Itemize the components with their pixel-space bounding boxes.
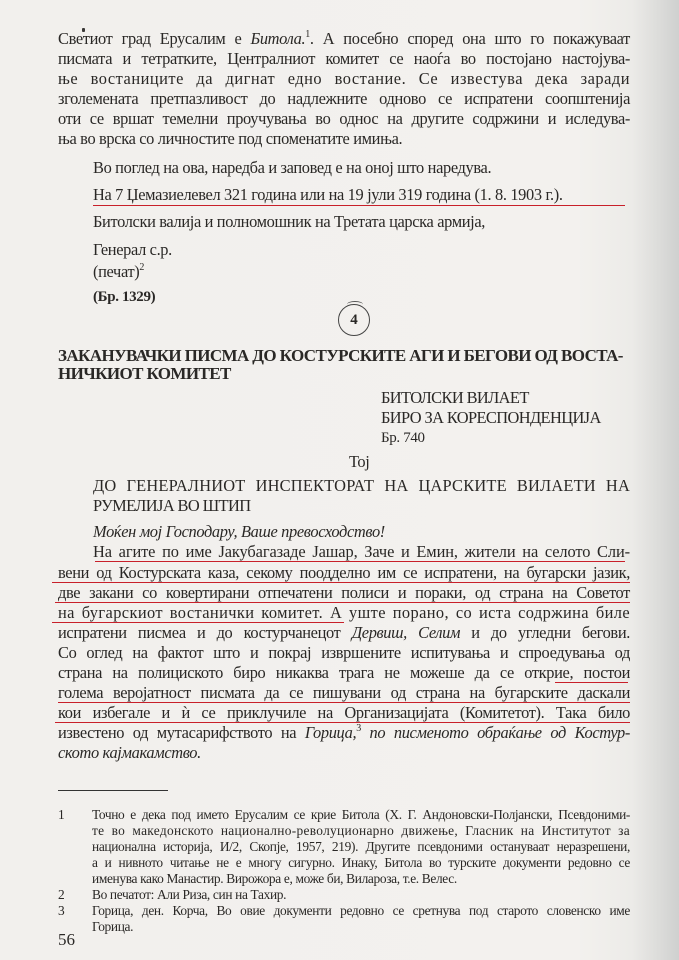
footnote-line: Горица, ден. Корча, Во овие документи редовно се сретнува под старото словенско име (92, 903, 630, 918)
text-line: кои избегале и ѝ се приклучиле на Организацијата (Комитетот). Така било (58, 703, 630, 722)
red-underline (93, 205, 625, 206)
text-line: оти се вршат темелни проучувања во однос на другите содржини и иследува- (58, 109, 630, 128)
text-line: Во поглед на ова, наредба и заповед е на оној што наредува. (93, 158, 492, 177)
text: Светиот град Ерусалим е (58, 29, 251, 48)
signature-line: Генерал с.р. (93, 240, 172, 259)
addressee-line: ДО ГЕНЕРАЛНИОТ ИНСПЕКТОРАТ НА ЦАРСКИТЕ ВИЛАЕТИ НА (93, 476, 630, 495)
text: испратени писмеа и до костурчанецот (58, 623, 352, 642)
footnote-ref[interactable]: 3 (356, 722, 361, 734)
text-line: Битолски валија и полномошник на Третата царска армија, (93, 212, 486, 231)
text-line: зголемената претпазливост до надлежните одново се испратени соопштенија (58, 89, 630, 108)
header-block-line: БИРО ЗА КОРЕСПОНДЕНЦИЈА (381, 408, 601, 427)
header-block-line: БИТОЛСКИ ВИЛАЕТ (381, 388, 529, 407)
text-line: Со оглед на фактот што и покрај извршените испитувања и спроедувања од (58, 643, 630, 662)
text-line: писмата и тетратките, Централниот комитет се наоѓа во постојано настојува- (58, 49, 630, 68)
text-line: на бугарскиот востанички комитет. А уште порано, со иста содржина биле (58, 603, 630, 622)
text-line: На агите по име Јакубагазаде Јашар, Заче и Емин, жители на селото Сли- (93, 542, 630, 561)
text-line: голема веројатност писмата да се пишувани од страна на бугарските даскали (58, 683, 630, 702)
text: и до угледни бегови. (460, 623, 630, 642)
text-line: ња во врска со личностите под споменатите имиња. (58, 129, 403, 148)
salutation: Моќен мој Господару, Ваше превосходство! (93, 522, 385, 541)
text-line: ње востаниците да дигнат едно востание. Се известува дека заради (58, 69, 630, 88)
text-line: две закани со ковертирани отпечатени полиси и пораки, од страна на Советот (58, 583, 630, 602)
document-number: 4 (350, 311, 358, 328)
document-number-badge (338, 304, 370, 336)
footnote-line: те во македонското национално-револуционарно движење, Гласник на Институтот за (92, 823, 630, 838)
page-number: 56 (58, 930, 75, 949)
italic-text: Битола. (250, 29, 306, 48)
italic-text: по писменото обраќање од Костур- (360, 723, 631, 742)
text-line: вени од Костурската каза, секому поодделно им се испратени, на бугарски јазик, (58, 563, 630, 582)
text: известено од мутасарифството на (58, 723, 305, 742)
date-line: На 7 Џемазиелевел 321 година или на 19 јули 319 година (1. 8. 1903 г.). (93, 185, 563, 204)
text: . А посебно според она што го покажуваат (309, 29, 630, 48)
document-title: ЗАКАНУВАЧКИ ПИСМА ДО КОСТУРСКИТЕ АГИ И БЕГОВИ ОД ВОСТА- (58, 346, 623, 365)
footnote-number: 3 (58, 903, 65, 918)
reference-number: (Бр. 1329) (93, 289, 156, 305)
footnote-line: национална историја, И/2, Скопје, 1957, 219). Другите псевдоними останувaат неразрешени, (92, 839, 630, 854)
footnote-line: Во печатот: Али Риза, син на Тахир. (92, 887, 287, 902)
header-block-line: Бр. 740 (381, 430, 425, 446)
footnote-divider (58, 790, 168, 791)
text-line (58, 623, 630, 643)
footnote-line: Точно е дека под името Ерусалим се крие Битола (Х. Г. Андоновски-Полјански, Псевдоними- (92, 807, 630, 822)
footnote-line: а и нивното читање не е многу сигурно. Инаку, Битола во турските документи редовно се (92, 855, 630, 870)
red-underline (95, 561, 625, 562)
toj-label: Тој (349, 452, 370, 471)
text-line: страна на полициското биро никаква трага не можеше да се открие, постои (58, 663, 630, 682)
footnote-line: Горица. (92, 919, 134, 934)
italic-text: Дервиш, Селим (351, 623, 461, 642)
footnote-number: 1 (58, 807, 65, 822)
document-title: НИЧКИОТ КОМИТЕТ (58, 364, 231, 383)
footnote-number: 2 (58, 887, 65, 902)
addressee-line: РУМЕЛИЈА ВО ШТИП (93, 496, 251, 515)
text: (печат) (93, 262, 140, 281)
footnote-ref[interactable]: 1 (305, 28, 310, 40)
italic-text: Горица, (304, 723, 357, 742)
text-line: ското кајмакамство. (58, 743, 201, 762)
text-line (58, 723, 630, 743)
footnote-line: именува како Манастир. Вирожора е, може би, Вилароза, т.е. Велес. (92, 871, 457, 886)
seal-line (93, 262, 144, 282)
footnote-ref[interactable]: 2 (139, 261, 145, 273)
text-line (58, 29, 630, 49)
